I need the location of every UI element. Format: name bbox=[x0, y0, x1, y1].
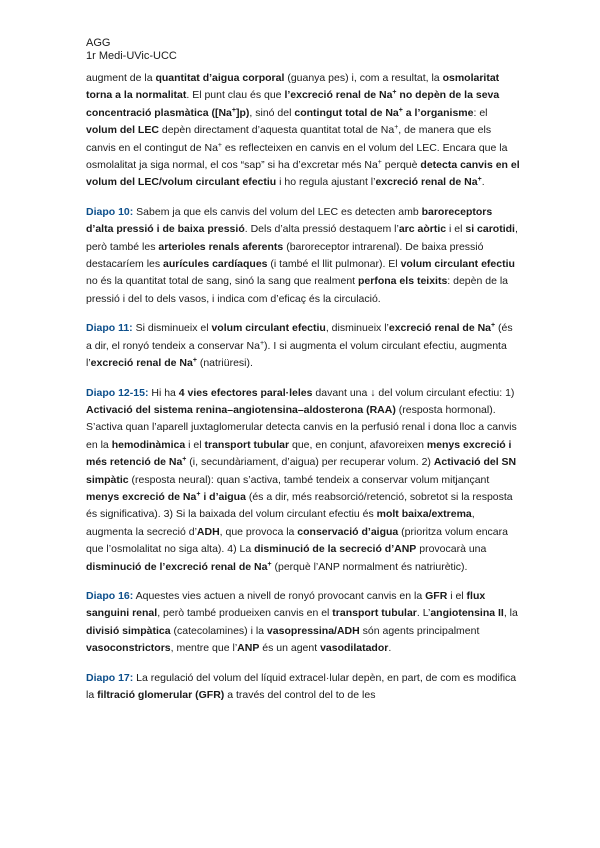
bold-term: no depèn de la seva concentració plasmàtica ([Na bbox=[86, 89, 500, 119]
bold-term: osmolaritat torna a la normalitat bbox=[86, 72, 500, 102]
text-run: . bbox=[481, 176, 485, 189]
bold-term: menys excreció de Na bbox=[86, 490, 197, 503]
text-run: (resposta hormonal). S’activa quan l’aparell juxtaglomerular detecta canvis en la perfusió renal i dona lloc a canvis en la bbox=[86, 403, 517, 451]
text-run: provocarà una bbox=[416, 543, 487, 556]
bold-term: disminució de l’excreció renal de Na bbox=[86, 560, 268, 573]
bold-term: vasoconstrictors bbox=[86, 642, 171, 655]
text-run: , disminueix l’ bbox=[325, 322, 389, 335]
body-text bbox=[86, 70, 520, 704]
text-run: , mentre que l’ bbox=[170, 642, 238, 655]
bold-term: flux sanguini renal bbox=[86, 589, 486, 620]
bold-term: a l’organisme bbox=[402, 106, 474, 119]
bold-term: molt baixa/extrema bbox=[376, 508, 472, 521]
text-run: i ho regula ajustant l’ bbox=[276, 176, 376, 189]
bold-term: perfona els teixits bbox=[358, 275, 448, 288]
text-run: , sinó del bbox=[249, 106, 295, 119]
text-run: . bbox=[388, 642, 392, 655]
text-run: es reflecteixen en canvis en el volum del LEC. Encara que la osmolalitat ja siga normal, el cos “sap” si ha d’excretar més Na bbox=[86, 141, 508, 172]
text-run: : depèn de la pressió i del to dels vasos, i indica com d’eficaç és la circulació. bbox=[86, 275, 509, 305]
header-course: 1r Medi-UVic-UCC bbox=[86, 50, 177, 62]
bold-term: Activació del SN simpàtic bbox=[86, 456, 517, 486]
text-run: (i també el llit pulmonar). El bbox=[267, 258, 401, 271]
text-run: és un agent bbox=[259, 642, 321, 655]
bold-term: vasodilatador bbox=[320, 642, 389, 655]
superscript-plus: + bbox=[267, 560, 272, 568]
text-run: ). I si augmenta el volum circulant efectiu, augmenta l’ bbox=[86, 339, 507, 370]
superscript-plus: + bbox=[394, 124, 399, 132]
bold-term: excreció renal de Na bbox=[90, 357, 193, 370]
superscript-plus: + bbox=[398, 106, 403, 114]
bold-term: menys excreció i més retenció de Na bbox=[86, 438, 512, 469]
superscript-plus: + bbox=[217, 141, 223, 149]
bold-term: volum circulant efectiu bbox=[211, 322, 326, 335]
text-run: depèn directament d’aquesta quantitat total de Na bbox=[158, 124, 395, 137]
text-run: . Dels d’alta pressió destaquem l’ bbox=[244, 223, 399, 236]
header-author: AGG bbox=[86, 37, 111, 49]
superscript-plus: + bbox=[192, 357, 197, 365]
bold-term: l’excreció renal de Na bbox=[284, 89, 393, 102]
bold-term: si carotidi bbox=[465, 223, 515, 236]
text-run: , la bbox=[503, 607, 518, 620]
bold-term: disminució de la secreció d’ANP bbox=[254, 543, 417, 556]
text-run: a través del control del to de les bbox=[224, 689, 376, 701]
slide-label: Diapo 16: bbox=[86, 589, 134, 602]
bold-term: filtració glomerular (GFR) bbox=[97, 689, 225, 701]
bold-term: arterioles renals aferents bbox=[158, 240, 284, 253]
paragraph-diapo-17 bbox=[86, 670, 520, 705]
text-run: Sabem ja que els canvis del volum del LEC es detecten amb bbox=[133, 205, 422, 218]
text-run: , però també produeixen canvis en el bbox=[157, 607, 333, 620]
bold-term: volum circulant efectiu bbox=[400, 258, 515, 271]
text-run: davant una ↓ del volum circulant efectiu: 1) bbox=[312, 386, 515, 399]
paragraph-diapo-12-15 bbox=[86, 385, 520, 576]
slide-label: Diapo 17: bbox=[86, 671, 134, 684]
text-run: La regulació del volum del líquid extracel·lular depèn, en part, de com es modifica la bbox=[86, 671, 517, 701]
bold-term: angiotensina II bbox=[430, 607, 504, 620]
text-run: (baroreceptor intrarenal). De baixa pressió destacaríem les bbox=[86, 240, 484, 271]
bold-term: ANP bbox=[237, 642, 260, 655]
bold-term: divisió simpàtica bbox=[86, 624, 171, 637]
text-run: Si disminueix el bbox=[132, 322, 212, 335]
superscript-plus: + bbox=[231, 106, 236, 114]
text-run: , de manera que els canvis en el contingut de Na bbox=[86, 124, 492, 154]
document-page bbox=[86, 37, 520, 716]
slide-label: Diapo 12-15: bbox=[86, 386, 149, 399]
paragraph-diapo-10 bbox=[86, 204, 520, 308]
bold-term: transport tubular bbox=[204, 438, 290, 451]
bold-term: detecta canvis en el volum del LEC/volum circulant efectiu bbox=[86, 159, 520, 189]
superscript-plus: + bbox=[377, 159, 382, 167]
text-run: i el bbox=[446, 223, 466, 236]
bold-term: transport tubular bbox=[332, 607, 417, 620]
text-run: i el bbox=[185, 438, 205, 451]
bold-term: hemodinàmica bbox=[111, 438, 186, 451]
bold-term: excreció renal de Na bbox=[388, 322, 492, 335]
text-run: (és a dir, el ronyó tendeix a conservar Na bbox=[86, 322, 513, 352]
bold-term: excreció renal de Na bbox=[375, 176, 478, 189]
superscript-plus: + bbox=[259, 339, 265, 347]
bold-term: vasopressina/ADH bbox=[266, 624, 360, 637]
superscript-plus: + bbox=[196, 490, 201, 498]
bold-term: ADH bbox=[196, 525, 220, 538]
text-run: (perquè l’ANP normalment és natriurètic). bbox=[271, 560, 468, 573]
text-run: (prioritza volum encara que l’osmolalitat no siga alta). 4) La bbox=[86, 525, 508, 556]
text-run: : el bbox=[473, 106, 488, 119]
text-run: (guanya pes) i, com a resultat, la bbox=[284, 72, 443, 84]
bold-term: conservació d’aigua bbox=[297, 525, 399, 538]
text-run: (catecolamines) i la bbox=[170, 624, 267, 637]
text-run: (i, secundàriament, d’aigua) per recuperar volum. 2) bbox=[186, 456, 434, 469]
bold-term: contingut total de Na bbox=[294, 106, 399, 119]
bold-term: GFR bbox=[425, 589, 448, 602]
paragraph-diapo-11 bbox=[86, 320, 520, 372]
text-run: Aquestes vies actuen a nivell de ronyó provocant canvis en la bbox=[133, 589, 426, 602]
paragraph-0 bbox=[86, 70, 520, 192]
text-run: , augmenta la secreció d’ bbox=[86, 508, 475, 538]
page-header bbox=[86, 37, 520, 63]
slide-label: Diapo 10: bbox=[86, 205, 134, 218]
paragraph-diapo-16 bbox=[86, 588, 520, 658]
bold-term: aurícules cardíaques bbox=[163, 258, 268, 271]
text-run: Hi ha bbox=[148, 386, 179, 399]
text-run: . L’ bbox=[416, 607, 431, 620]
text-run: (resposta neural): quan s’activa, també tendeix a conservar volum mitjançant bbox=[128, 473, 490, 486]
bold-term: i d’aigua bbox=[200, 490, 246, 503]
superscript-plus: + bbox=[182, 456, 187, 464]
text-run: que, en conjunt, afavoreixen bbox=[289, 438, 427, 451]
text-run: , que provoca la bbox=[219, 525, 298, 538]
text-run: augment de la bbox=[86, 72, 156, 84]
text-run: . El punt clau és que bbox=[186, 89, 285, 102]
text-run: són agents principalment bbox=[359, 624, 480, 637]
bold-term: Activació del sistema renina–angiotensina–aldosterona (RAA) bbox=[86, 403, 396, 416]
bold-term: quantitat d’aigua corporal bbox=[155, 72, 285, 84]
text-run: i el bbox=[447, 589, 467, 602]
bold-term: volum del LEC bbox=[86, 124, 159, 137]
text-run: , però també les bbox=[86, 223, 518, 253]
text-run: perquè bbox=[381, 159, 421, 172]
slide-label: Diapo 11: bbox=[86, 322, 133, 335]
superscript-plus: + bbox=[491, 322, 496, 330]
bold-term: 4 vies efectores paral·leles bbox=[178, 386, 313, 399]
superscript-plus: + bbox=[477, 176, 482, 184]
bold-term: baroreceptors d’alta pressió i de baixa pressió bbox=[86, 205, 493, 236]
text-run: no és la quantitat total de sang, sinó la sang que realment bbox=[86, 275, 359, 288]
superscript-plus: + bbox=[392, 89, 397, 97]
text-run: (és a dir, més reabsorció/retenció, sobretot si la resposta és significativa). 3) Si la baixada del volum circulant efectiu és bbox=[86, 490, 513, 521]
bold-term: ]p) bbox=[235, 106, 250, 119]
bold-term: arc aòrtic bbox=[398, 223, 447, 236]
text-run: (natriüresi). bbox=[196, 357, 253, 370]
